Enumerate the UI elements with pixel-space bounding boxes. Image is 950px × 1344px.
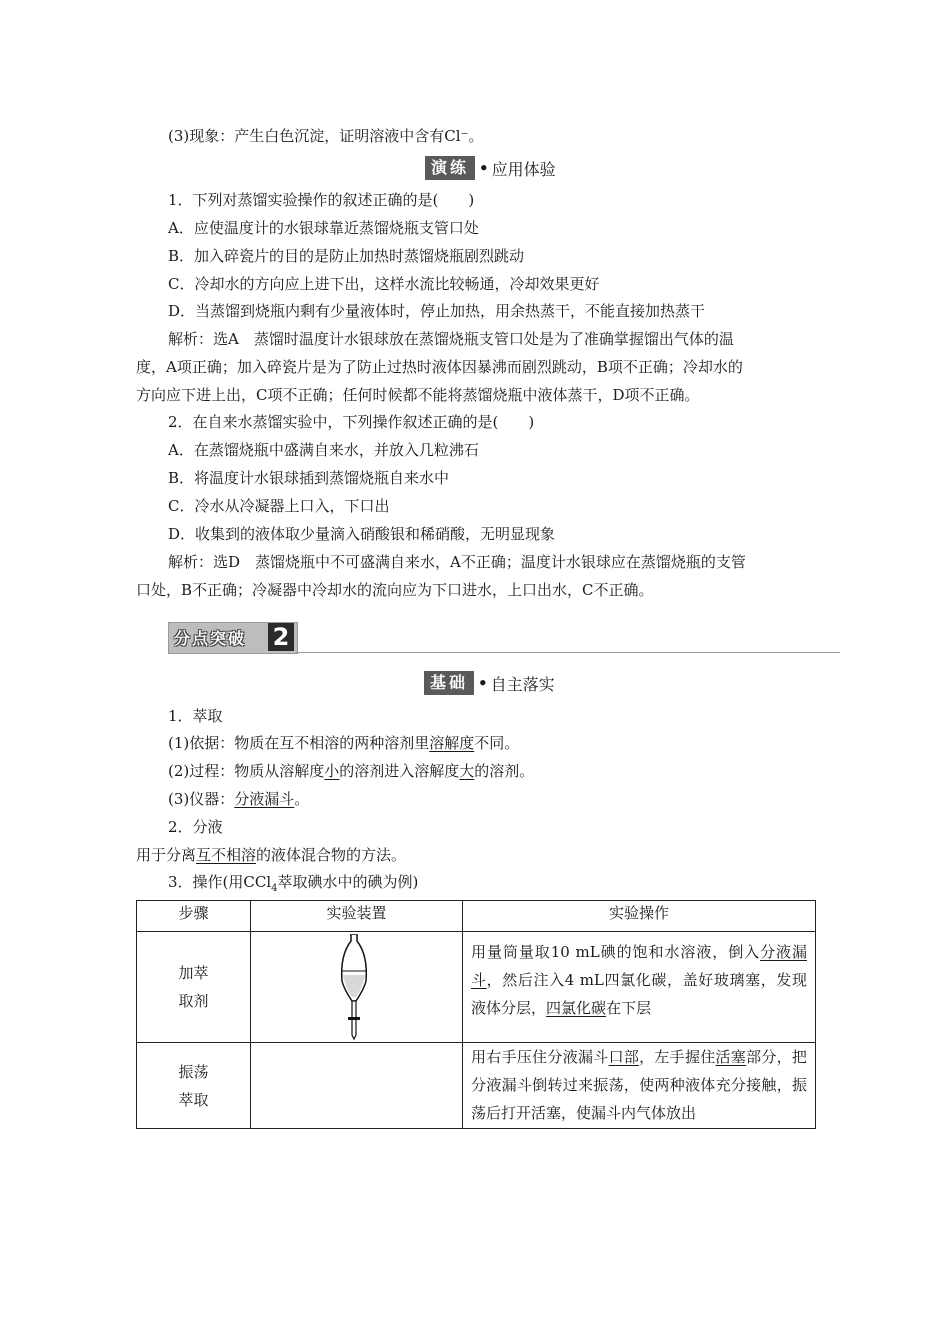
separatory-funnel-icon — [252, 933, 461, 1041]
table-header: 实验操作 — [463, 901, 816, 932]
separate-title: 2．分液 — [168, 818, 223, 836]
question-1-option-a: A．应使温度计的水银球靠近蒸馏烧瓶支管口处 — [168, 219, 479, 237]
question-2-option-c: C．冷水从冷凝器上口入，下口出 — [168, 497, 390, 515]
question-1-analysis-line2: 度，A项正确；加入碎瓷片是为了防止过热时液体因暴沸而剧烈跳动，B项不正确；冷却水的 — [136, 358, 743, 376]
answer-underline: 大 — [459, 762, 475, 780]
table-row — [137, 932, 816, 1043]
answer-underline: 口部 — [608, 1048, 640, 1066]
operation-cell: 用右手压住分液漏斗口部，左手握住活塞部分，把分液漏斗倒转过来振荡，使两种液体充分接触，振荡后打开活塞，使漏斗内气体放出 — [463, 1043, 816, 1129]
operation-title: 3．操作(用CCl$_4$萃取碘水中的碘为例) — [168, 873, 419, 894]
section-banner-practice — [425, 156, 556, 180]
section-rule — [296, 652, 840, 653]
banner-text: 应用体验 — [491, 159, 556, 179]
answer-underline: 分液漏斗 — [234, 790, 295, 808]
question-2-option-a: A．在蒸馏烧瓶中盛满自来水，并放入几粒沸石 — [168, 441, 479, 459]
question-1-analysis-line1: 解析：选A 蒸馏时温度计水银球放在蒸馏烧瓶支管口处是为了准确掌握馏出气体的温 — [168, 330, 734, 348]
extract-title: 1．萃取 — [168, 707, 223, 725]
question-2-analysis-line1: 解析：选D 蒸馏烧瓶中不可盛满自来水，A不正确；温度计水银球应在蒸馏烧瓶的支管 — [168, 553, 746, 571]
separate-desc: 用于分离互不相溶的液体混合物的方法。 — [136, 846, 407, 864]
table-row — [137, 1043, 816, 1129]
question-1-option-c: C．冷却水的方向应上进下出，这样水流比较畅通，冷却效果更好 — [168, 275, 600, 293]
section-header-point-2 — [168, 622, 840, 654]
answer-underline: 分液漏斗 — [471, 943, 807, 989]
question-2-analysis-line2: 口处，B不正确；冷凝器中冷却水的流向应为下口进水，上口出水，C不正确。 — [136, 581, 654, 599]
paragraph-phenomenon: (3)现象：产生白色沉淀，证明溶液中含有Cl⁻。 — [168, 127, 484, 145]
answer-underline: 小 — [324, 762, 340, 780]
extract-process: (2)过程：物质从溶解度小的溶剂进入溶解度大的溶剂。 — [168, 762, 535, 780]
banner-dot: • — [479, 159, 489, 177]
banner-tag: 演练 — [425, 156, 475, 180]
table-header: 步骤 — [137, 901, 251, 932]
question-1-option-b: B．加入碎瓷片的目的是防止加热时蒸馏烧瓶剧烈跳动 — [168, 247, 525, 265]
answer-underline: 活塞 — [715, 1048, 747, 1066]
operation-table — [136, 900, 816, 1129]
banner-tag: 基础 — [424, 671, 474, 695]
apparatus-cell — [251, 1043, 463, 1129]
table-header-row — [137, 901, 816, 932]
step-cell: 加萃 取剂 — [137, 932, 251, 1043]
banner-dot: • — [478, 674, 488, 692]
question-2-stem: 2．在自来水蒸馏实验中，下列操作叙述正确的是( ) — [168, 413, 535, 431]
question-1-stem: 1．下列对蒸馏实验操作的叙述正确的是( ) — [168, 191, 475, 209]
question-1-option-d: D．当蒸馏到烧瓶内剩有少量液体时，停止加热，用余热蒸干，不能直接加热蒸干 — [168, 302, 706, 320]
banner-text: 自主落实 — [490, 674, 555, 694]
step-cell: 振荡 萃取 — [137, 1043, 251, 1129]
apparatus-cell — [251, 932, 463, 1043]
question-2-option-d: D．收集到的液体取少量滴入硝酸银和稀硝酸，无明显现象 — [168, 525, 556, 543]
section-banner-basics — [424, 671, 555, 695]
question-2-option-b: B．将温度计水银球插到蒸馏烧瓶自来水中 — [168, 469, 450, 487]
section-number: 2 — [268, 623, 294, 651]
question-1-analysis-line3: 方向应下进上出，C项不正确；任何时候都不能将蒸馏烧瓶中液体蒸干，D项不正确。 — [136, 386, 700, 404]
table-header: 实验装置 — [251, 901, 463, 932]
answer-underline: 互不相溶 — [196, 846, 257, 864]
operation-cell: 用量筒量取10 mL碘的饱和水溶液，倒入分液漏斗，然后注入4 mL四氯化碳，盖好玻璃塞，发现液体分层，四氯化碳在下层 — [463, 932, 816, 1043]
extract-basis: (1)依据：物质在互不相溶的两种溶剂里溶解度不同。 — [168, 734, 520, 752]
answer-underline: 溶解度 — [429, 734, 475, 752]
answer-underline: 四氯化碳 — [546, 999, 607, 1017]
section-label: 分点突破 — [174, 629, 247, 648]
extract-instrument: (3)仪器：分液漏斗。 — [168, 790, 310, 808]
